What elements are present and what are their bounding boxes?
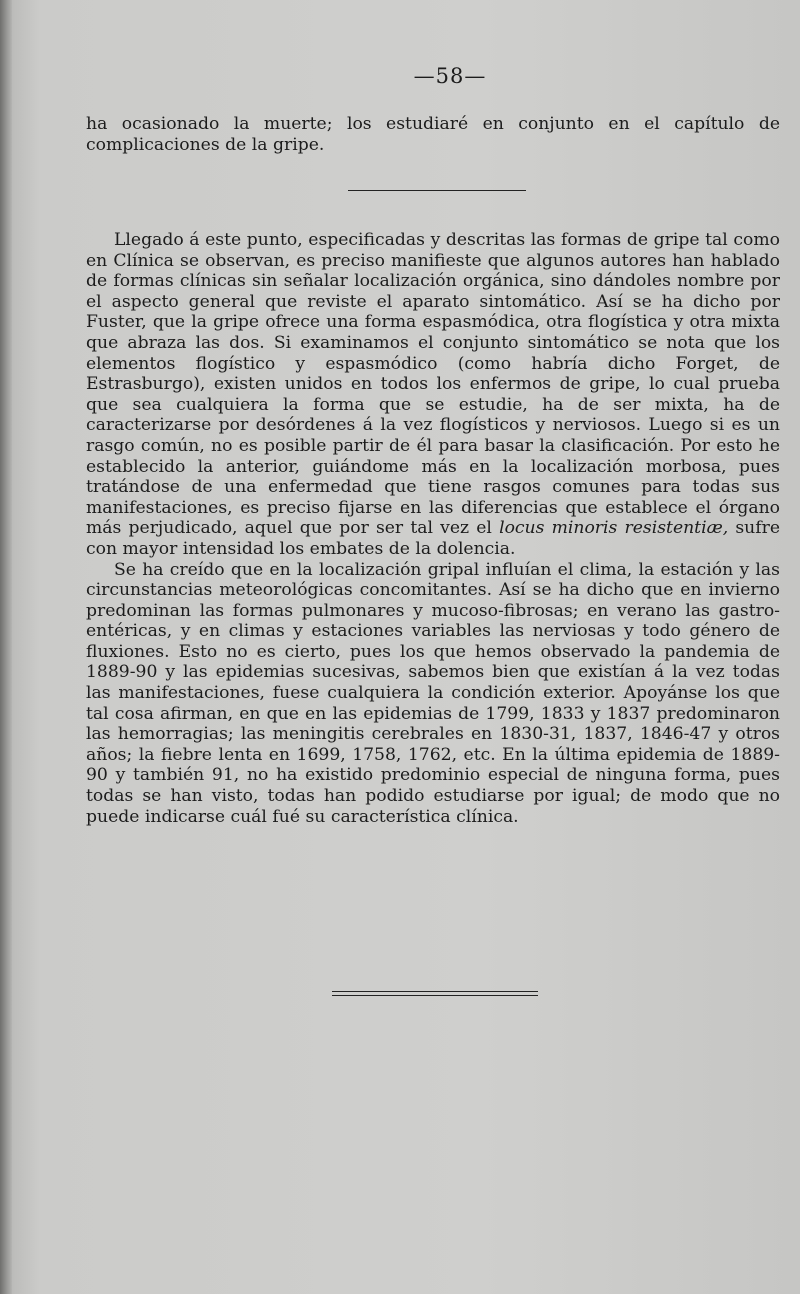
paragraph-clinical-forms-text: Llegado á este punto, especificadas y descritas las formas de gripe tal como en Clínica se observan, es preciso manifieste que algunos autores han hablado de formas clínicas sin señalar localización orgánica, sino dándoles nombre por el aspecto general que reviste el aparato sintomático. Así se ha dicho por Fuster, que la gripe ofrece una forma espasmódica, otra flogística y otra mixta que abraza las dos. Si examinamos el conjunto sintomático se nota que los elementos flogístico y espasmódico (como habría dicho Forget, de Estrasburgo), existen unidos en todos los enfermos de gripe, lo cual prueba que sea cualquiera la forma que se estudie, ha de ser mixta, ha de caracterizarse por desórdenes á la vez flogísticos y nerviosos. Luego si es un rasgo común, no es posible partir de él para basar la clasificación. Por esto he establecido la anterior, guiándome más en la localización morbosa, pues tratándose de una enfermedad que tiene rasgos comunes para todas sus manifestaciones, es preciso fijarse en las diferencias que establece el órgano más perjudicado, aquel que por ser tal vez el bbox=[86, 230, 780, 539]
paragraph-climate-influence: Se ha creído que en la localización gripal influían el clima, la estación y las circunstancias meteorológicas concomitantes. Así se ha dicho que en invierno predominan las formas pulmonares y mucoso-fibrosas; en verano las gastro-entéricas, y en climas y estaciones variables las nerviosas y todo género de fluxiones. Esto no es cierto, pues los que hemos observado la pandemia de 1889-90 y las epidemias sucesivas, sabemos bien que existían á la vez todas las manifestaciones, fuese cualquiera la condición exterior. Apoyánse los que tal cosa afirman, en que en las epidemias de 1799, 1833 y 1837 predominaron las hemorragias; las meningitis cerebrales en 1830-31, 1837, 1846-47 y otros años; la fiebre lenta en 1699, 1758, 1762, etc. En la última epidemia de 1889-90 y también 91, no ha existido predominio especial de ninguna forma, pues todas se han visto, todas han podido estudiarse por igual; de modo que no puede indicarse cuál fué su característica clínica. bbox=[86, 559, 780, 827]
latin-phrase: locus minoris resistentiæ, bbox=[499, 518, 729, 539]
binding-edge bbox=[0, 0, 12, 1294]
continuation-text-block bbox=[86, 114, 780, 155]
end-double-rule bbox=[332, 991, 538, 996]
main-text-block bbox=[86, 230, 780, 827]
continuation-paragraph: ha ocasionado la muerte; los estudiaré en conjunto en el capítulo de complicaciones de la gripe. bbox=[86, 114, 780, 155]
page-number: —58— bbox=[413, 64, 487, 88]
paragraph-clinical-forms bbox=[86, 230, 780, 560]
paragraph-clinical-forms-ending: sufre con mayor intensidad los embates de la dolencia. bbox=[86, 518, 781, 559]
section-divider-rule bbox=[348, 190, 526, 191]
